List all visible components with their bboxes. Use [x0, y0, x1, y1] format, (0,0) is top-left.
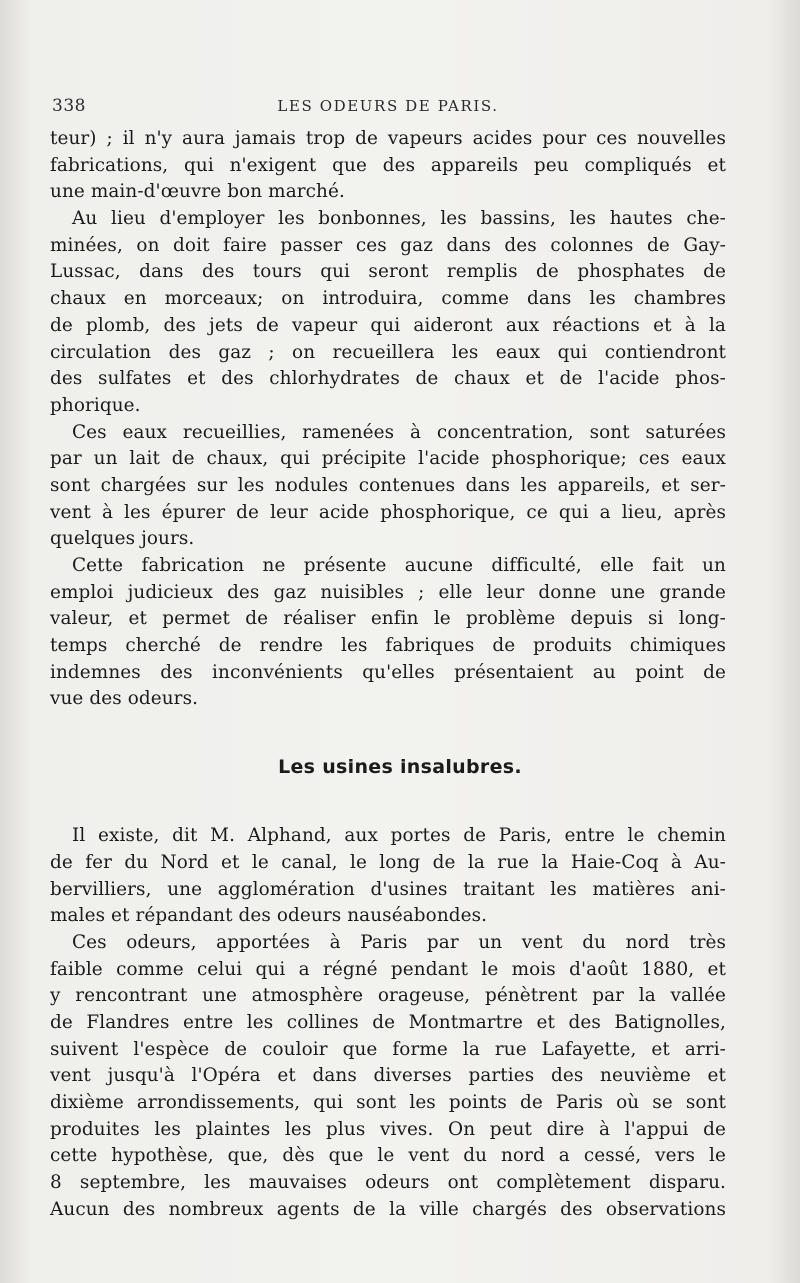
running-head — [52, 96, 724, 122]
text-line: de plomb, des jets de vapeur qui aideront aux réactions et à la — [50, 314, 726, 336]
text-line: des sulfates et des chlorhydrates de chaux et de l'acide phos- — [50, 368, 726, 390]
section-spacer — [50, 713, 726, 754]
section-spacer — [50, 780, 726, 823]
paragraph — [50, 553, 726, 713]
text-line: Lussac, dans des tours qui seront remplis de phosphates de — [50, 261, 726, 283]
text-line: Ces odeurs, apportées à Paris par un vent du nord très — [72, 931, 726, 953]
text-line: une main-d'œuvre bon marché. — [50, 181, 345, 203]
paragraph — [50, 823, 726, 930]
paragraph-continued — [50, 126, 726, 206]
text-line: de Flandres entre les collines de Montmartre et des Batignolles, — [50, 1011, 726, 1033]
text-line: bervilliers, une agglomération d'usines traitant les matières ani- — [50, 878, 726, 900]
text-line: phorique. — [50, 394, 141, 416]
text-line: males et répandant des odeurs nauséabondes. — [50, 905, 488, 927]
text-line: produites les plaintes les plus vives. On peut dire à l'appui de — [50, 1118, 726, 1140]
text-line: vent jusqu'à l'Opéra et dans diverses parties des neuvième et — [50, 1065, 726, 1087]
text-line: emploi judicieux des gaz nuisibles ; elle leur donne une grande — [50, 581, 726, 603]
text-line: faible comme celui qui a régné pendant le mois d'août 1880, et — [50, 958, 726, 980]
text-line: dixième arrondissements, qui sont les points de Paris où se sont — [50, 1092, 726, 1113]
text-line: temps cherché de rendre les fabriques de produits chimiques — [50, 635, 726, 657]
text-line: de fer du Nord et le canal, le long de la rue la Haie-Coq à Au- — [50, 851, 726, 873]
text-line: Cette fabrication ne présente aucune difficulté, elle fait un — [72, 555, 726, 576]
paragraph — [50, 206, 726, 420]
text-line: vent à les épurer de leur acide phosphorique, ce qui a lieu, après — [50, 501, 726, 523]
text-line: minées, on doit faire passer ces gaz dans des colonnes de Gay- — [50, 234, 726, 256]
text-line: chaux en morceaux; on introduira, comme dans les chambres — [50, 288, 726, 310]
running-title: LES ODEURS DE PARIS. — [277, 97, 499, 115]
text-line: quelques jours. — [50, 528, 195, 550]
page-number: 338 — [52, 96, 86, 116]
text-line: Ces eaux recueillies, ramenées à concentration, sont saturées — [72, 421, 726, 443]
body-text — [50, 126, 726, 1223]
text-line: par un lait de chaux, qui précipite l'acide phosphorique; ces eaux — [50, 448, 726, 470]
text-line: 8 septembre, les mauvaises odeurs ont complètement disparu. — [50, 1172, 726, 1194]
text-line: valeur, et permet de réaliser enfin le problème depuis si long- — [50, 608, 726, 630]
text-line: fabrications, qui n'exigent que des appareils peu compliqués et — [50, 154, 726, 176]
text-line: cette hypothèse, que, dès que le vent du nord a cessé, vers le — [50, 1145, 726, 1167]
text-line: indemnes des inconvénients qu'elles présentaient au point de — [50, 661, 726, 683]
text-line: Il existe, dit M. Alphand, aux portes de Paris, entre le chemin — [72, 825, 726, 847]
text-line: y rencontrant une atmosphère orageuse, pénètrent par la vallée — [50, 985, 726, 1007]
text-line: suivent l'espèce de couloir que forme la rue Lafayette, et arri- — [50, 1038, 726, 1060]
text-line: sont chargées sur les nodules contenues dans les appareils, et ser- — [50, 474, 726, 496]
text-line: vue des odeurs. — [50, 688, 199, 710]
text-line: teur) ; il n'y aura jamais trop de vapeurs acides pour ces nouvelles — [50, 128, 726, 149]
text-line: Aucun des nombreux agents de la ville chargés des observations — [50, 1198, 726, 1220]
text-line: Au lieu d'employer les bonbonnes, les bassins, les hautes che- — [72, 208, 726, 230]
text-line: circulation des gaz ; on recueillera les eaux qui contiendront — [50, 341, 726, 363]
paragraph — [50, 420, 726, 553]
section-heading: Les usines insalubres. — [278, 756, 522, 779]
paragraph — [50, 930, 726, 1224]
